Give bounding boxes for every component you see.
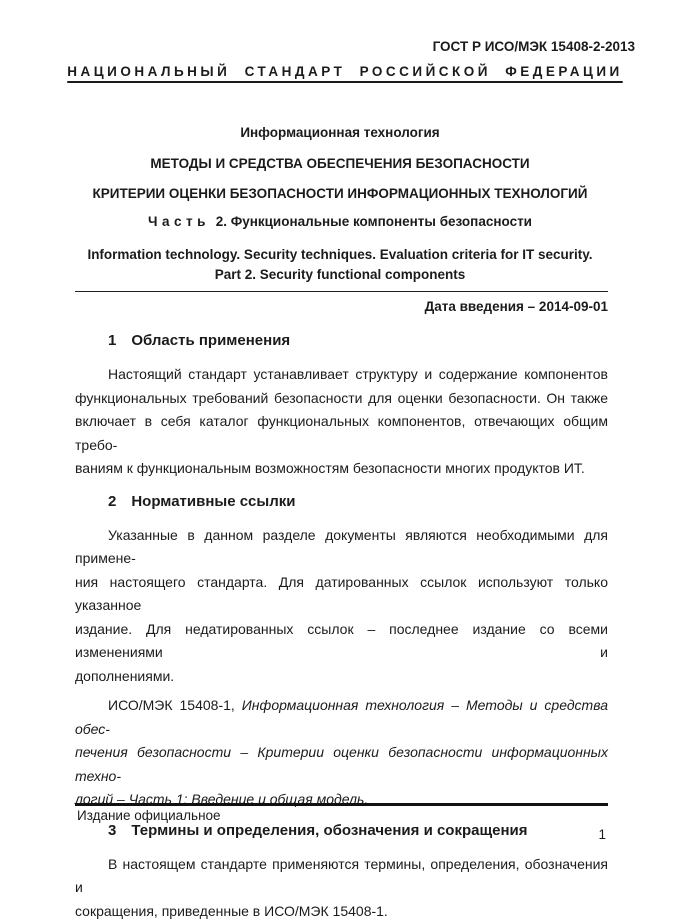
paragraph-line: сокращения, приведенные в ИСО/МЭК 15408-1. [75,900,608,923]
section-3-heading [75,823,608,839]
section-2-number: 2 [108,493,116,510]
page-number: 1 [598,827,606,842]
paragraph-line: функциональных требований безопасности для оценки безопасности. Он также [75,387,608,411]
footer-rule [75,803,608,806]
header-divider-rule [75,291,608,292]
section-1-paragraph [75,363,608,481]
part-title: 2. Функциональные компоненты безопасности [216,214,532,229]
section-1-number: 1 [108,332,116,349]
section-3-paragraph [75,853,608,923]
section-2-heading [75,494,608,510]
section-3-number: 3 [108,822,116,839]
paragraph-line: включает в себя каталог функциональных компонентов, отвечающих общим требо- [75,410,608,457]
part-label: Часть [148,214,210,229]
national-standard-header: НАЦИОНАЛЬНЫЙ СТАНДАРТ РОССИЙСКОЙ ФЕДЕРАЦИИ [30,64,660,79]
reference-title-italic: Информационная технология – Методы и средства обес- [75,697,608,737]
title-caps-line-2: КРИТЕРИИ ОЦЕНКИ БЕЗОПАСНОСТИ ИНФОРМАЦИОННЫХ ТЕХНОЛОГИЙ [40,187,640,201]
title-english-line-2: Part 2. Security functional components [40,268,640,282]
title-caps-line-1: МЕТОДЫ И СРЕДСТВА ОБЕСПЕЧЕНИЯ БЕЗОПАСНОСТИ [40,157,640,171]
normative-reference-paragraph [75,694,608,812]
reference-code: ИСО/МЭК 15408-1, [108,697,235,713]
paragraph-line: печения безопасности – Критерии оценки безопасности информационных техно- [75,741,608,788]
section-2-title: Нормативные ссылки [131,493,295,510]
section-2-paragraph [75,524,608,689]
edition-note: Издание официальное [77,808,221,823]
doc-code: ГОСТ Р ИСО/МЭК 15408-2-2013 [433,39,635,54]
effective-date: Дата введения – 2014-09-01 [425,299,608,314]
paragraph-line [75,694,608,741]
section-1-heading [75,333,608,349]
paragraph-line: логий – Часть 1: Введение и общая модель. [75,788,608,812]
title-english-line-1: Information technology. Security techniques. Evaluation criteria for IT security. [40,248,640,262]
paragraph-line: дополнениями. [75,665,608,689]
paragraph-line: В настоящем стандарте применяются термины, определения, обозначения и [75,853,608,900]
title-block [40,126,640,282]
title-part-line [40,215,640,229]
paragraph-line: Настоящий стандарт устанавливает структуру и содержание компонентов [75,363,608,387]
paragraph-line: издание. Для недатированных ссылок – последнее издание со всеми изменениями и [75,618,608,665]
document-body [75,333,608,923]
paragraph-line: Указанные в данном разделе документы являются необходимыми для примене- [75,524,608,571]
paragraph-line: ния настоящего стандарта. Для датированных ссылок используют только указанное [75,571,608,618]
title-subject: Информационная технология [40,126,640,140]
section-3-title: Термины и определения, обозначения и сокращения [131,822,527,839]
section-1-title: Область применения [131,332,290,349]
paragraph-line: ваниям к функциональным возможностям безопасности многих продуктов ИТ. [75,457,608,481]
